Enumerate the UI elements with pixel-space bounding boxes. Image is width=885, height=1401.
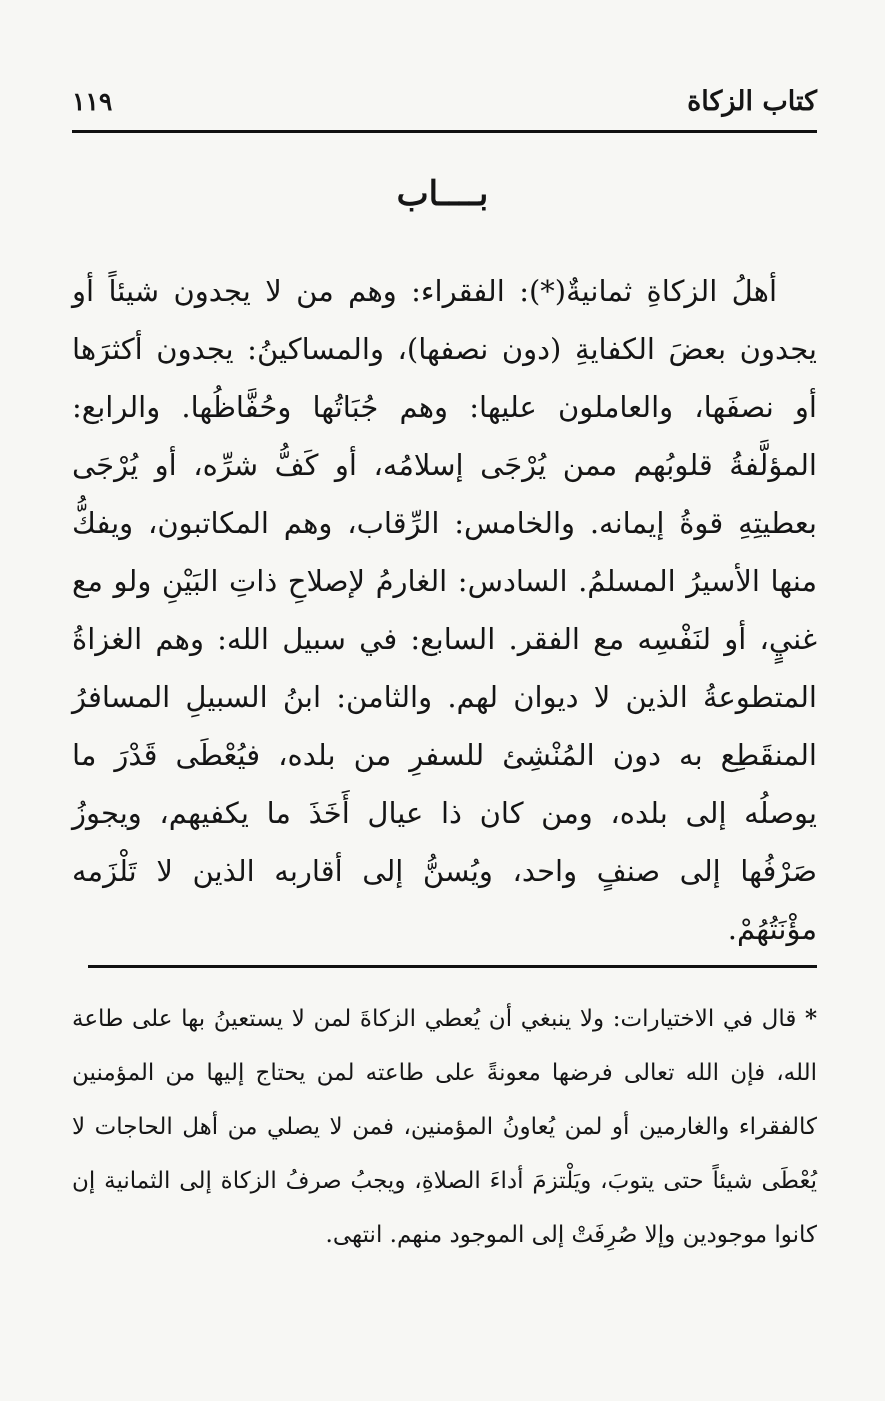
footnote-marker: * xyxy=(804,1005,818,1032)
running-title: كتاب الزكاة xyxy=(687,86,817,117)
footnote-text: قال في الاختيارات: ولا ينبغي أن يُعطي الزكاةَ لمن لا يستعينُ بها على طاعة الله، فإن الله تعالى فرضها معونةً على طاعته لمن يحتاج إليها من المؤمنين كالفقراء والغارمين أو لمن يُعاونُ المؤمنين، فمن لا يصلي من أهل الحاجات لا يُعْطَى شيئاً حتى يتوبَ، ويَلْتزمَ أداءَ الصلاةِ، ويجبُ صرفُ الزكاة إلى الثمانية إن كانوا موجودين وإلا صُرِفَتْ إلى الموجود منهم. انتهى. xyxy=(72,1006,817,1248)
header-rule xyxy=(72,130,817,133)
page-number: ١١٩ xyxy=(72,87,113,116)
footnote xyxy=(72,992,817,1262)
main-paragraph: أهلُ الزكاةِ ثمانيةٌ(*): الفقراء: وهم من لا يجدون شيئاً أو يجدون بعضَ الكفايةِ (دون نصفها)، والمساكينُ: يجدون أكثرَها أو نصفَها، والعاملون عليها: وهم جُبَاتُها وحُفَّاظُها. والرابع: المؤلَّفةُ قلوبُهم ممن يُرْجَى إسلامُه، أو كَفُّ شرِّه، أو يُرْجَى بعطيتِهِ قوةُ إيمانه. والخامس: الرِّقاب، وهم المكاتبون، ويفكُّ منها الأسيرُ المسلمُ. السادس: الغارمُ لإصلاحِ ذاتِ البَيْنِ ولو مع غنيٍ، أو لنَفْسِه مع الفقر. السابع: في سبيل الله: وهم الغزاةُ المتطوعةُ الذين لا ديوان لهم. والثامن: ابنُ السبيلِ المسافرُ المنقَطِع به دون المُنْشِئ للسفرِ من بلده، فيُعْطَى قَدْرَ ما يوصلُه إلى بلده، ومن كان ذا عيال أَخَذَ ما يكفيهم، ويجوزُ صَرْفُها إلى صنفٍ واحد، ويُسنُّ إلى أقاربه الذين لا تَلْزَمه مؤْنَتُهُمْ. xyxy=(72,274,817,946)
chapter-heading: بــــاب xyxy=(396,174,489,214)
running-header xyxy=(72,84,817,120)
main-text xyxy=(72,262,817,958)
footnote-paragraph xyxy=(72,992,817,1262)
footnote-separator xyxy=(88,965,817,968)
